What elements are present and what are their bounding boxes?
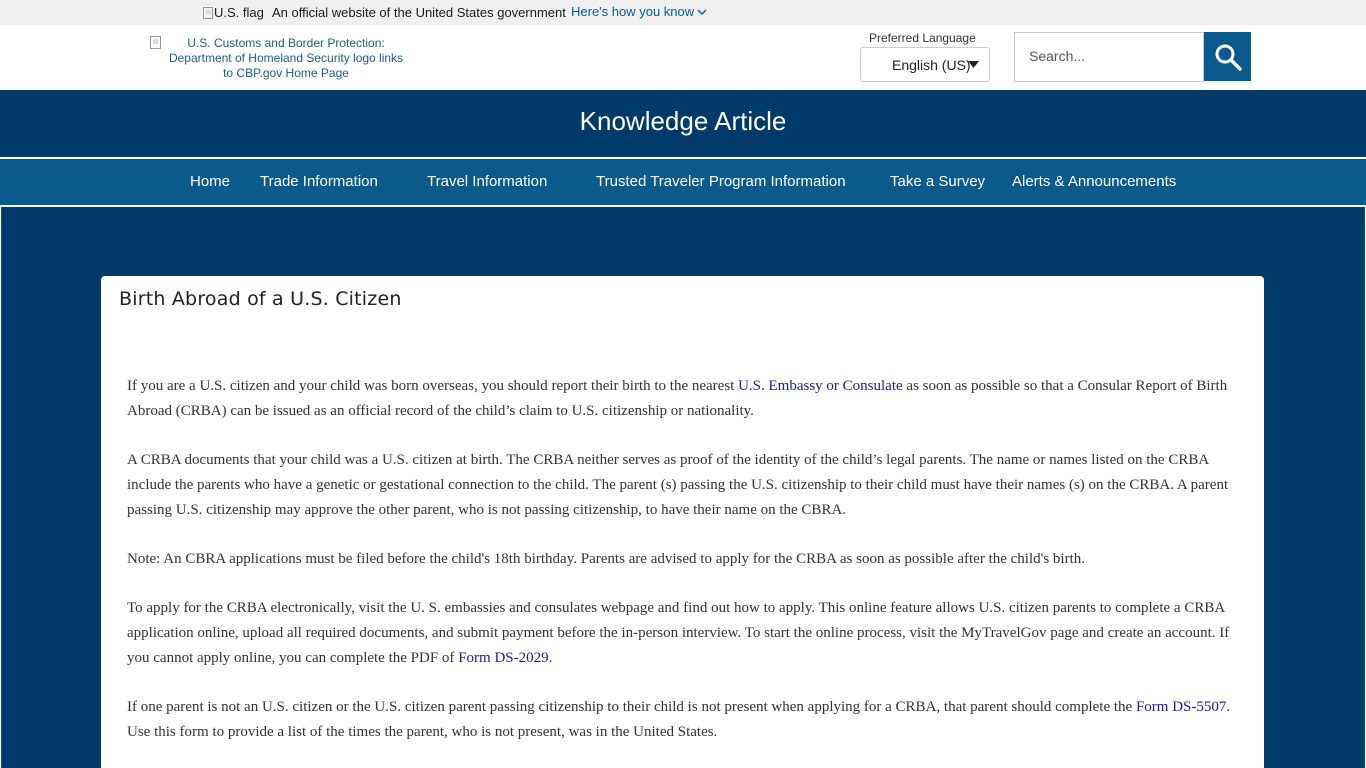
article-paragraph-2: A CRBA documents that your child was a U.S. citizen at birth. The CRBA neither serves as proof of the identity of the child’s legal parents. The name or names listed on the CRBA include the parents who have a genetic or gestational connection to the child. The parent (s) passing the U.S. citizenship to their child must have their names (s) on the CRBA. A parent passing U.S. citizenship may approve the other parent, who is not passing citizenship, to have their name on the CBRA. [127, 452, 1229, 518]
cbp-logo-link[interactable] [150, 36, 422, 81]
heres-how-you-know-link[interactable] [571, 4, 707, 19]
nav-item-trusted-traveler[interactable]: Trusted Traveler Program Information [596, 173, 846, 190]
nav-item-alerts-announcements[interactable]: Alerts & Announcements [1012, 173, 1177, 190]
search-button[interactable] [1204, 32, 1251, 81]
page-title: Knowledge Article [579, 106, 787, 136]
site-header [0, 25, 1366, 90]
article-body [127, 374, 1242, 768]
broken-image-icon [150, 36, 161, 49]
caret-down-icon [968, 61, 979, 68]
logo-alt-line-3: to CBP.gov Home Page [223, 66, 349, 80]
embassy-consulate-link[interactable]: U.S. Embassy or Consulate [738, 378, 903, 394]
broken-image-icon [203, 7, 213, 19]
logo-alt-line-1: U.S. Customs and Border Protection: [187, 36, 385, 50]
nav-item-travel-information[interactable]: Travel Information [427, 173, 548, 190]
p4-text-a: To apply for the CRBA electronically, visit the U. S. embassies and consulates webpage and find out how to apply. This online feature allows U.S. citizen parents to complete a CRBA application online, upload all required documents, and submit payment before the in-person interview. To start the online process, visit the MyTravelGov page and create an account. If you cannot apply online, you can complete the PDF of [127, 600, 1230, 666]
page-title-band [0, 90, 1366, 157]
article-paragraph-5 [127, 695, 1242, 745]
article-title: Birth Abroad of a U.S. Citizen [119, 288, 402, 310]
us-flag-image [203, 5, 264, 20]
language-select-value: English (US) [892, 57, 971, 73]
article-paragraph-3: Note: An CBRA applications must be filed before the child's 18th birthday. Parents are advised to apply for the CRBA as soon as possible after the child's birth. [127, 551, 1086, 567]
p5-text-a: If one parent is not an U.S. citizen or the U.S. citizen parent passing citizenship to their child is not present when applying for a CRBA, that parent should complete the [127, 699, 1136, 715]
form-ds-2029-link[interactable]: Form DS-2029 [458, 650, 549, 666]
preferred-language-label: Preferred Language [869, 31, 976, 45]
nav-item-take-a-survey[interactable]: Take a Survey [890, 173, 986, 190]
p4-text-b: . [548, 650, 553, 666]
official-site-text: An official website of the United States government [272, 5, 566, 20]
us-flag-alt-text: U.S. flag [214, 5, 264, 20]
p5-text-b: . Use this form to provide a list of the times the parent, who is not present, was in the United States. [127, 699, 1231, 740]
main-nav [0, 158, 1366, 206]
nav-item-home[interactable]: Home [190, 173, 231, 190]
form-ds-5507-link[interactable]: Form DS-5507 [1135, 699, 1227, 715]
chevron-down-icon [697, 9, 707, 16]
article-paragraph-1 [127, 374, 1242, 424]
article-paragraph-4 [127, 596, 1242, 671]
logo-alt-line-2: Department of Homeland Security logo links [168, 51, 404, 65]
p1-text-a: If you are a U.S. citizen and your child was born overseas, you should report their birth to the nearest [127, 378, 739, 394]
p1-text-b: as soon as possible so that a Consular Report of Birth Abroad (CRBA) can be issued as an official record of the child’s claim to U.S. citizenship or nationality. [127, 378, 1228, 419]
gov-banner [0, 0, 1366, 25]
heres-how-you-know-label: Here's how you know [571, 4, 695, 19]
search-input[interactable] [1015, 33, 1199, 79]
search-box [1014, 32, 1204, 82]
nav-item-trade-information[interactable]: Trade Information [260, 173, 378, 190]
article-card [101, 276, 1264, 768]
language-select[interactable] [860, 47, 990, 82]
magnifier-icon [1214, 43, 1242, 71]
